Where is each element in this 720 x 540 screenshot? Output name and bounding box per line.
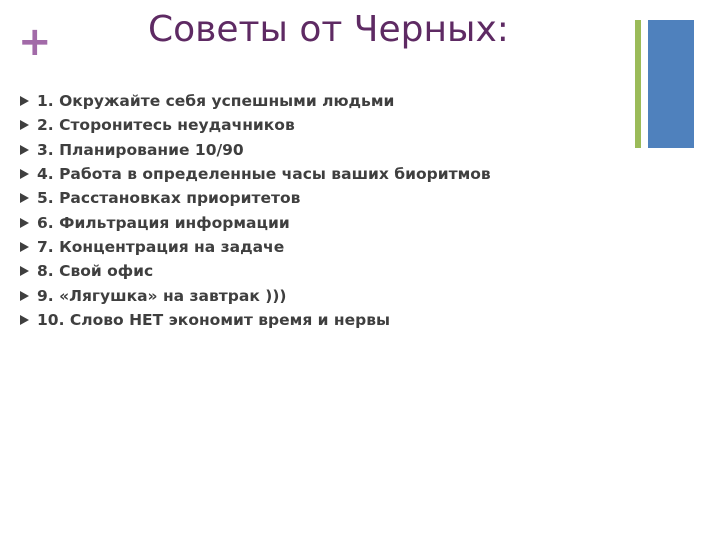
tip-text: 3. Планирование 10/90 — [37, 140, 244, 159]
triangle-bullet-icon — [20, 315, 29, 325]
triangle-bullet-icon — [20, 169, 29, 179]
list-item — [20, 89, 491, 113]
triangle-bullet-icon — [20, 120, 29, 130]
list-item — [20, 162, 491, 186]
blue-accent-bar — [648, 20, 694, 148]
tip-text: 1. Окружайте себя успешными людьми — [37, 92, 395, 111]
triangle-bullet-icon — [20, 242, 29, 252]
list-item — [20, 235, 491, 259]
green-accent-bar — [635, 20, 641, 148]
tip-text: 4. Работа в определенные часы ваших биоритмов — [37, 165, 491, 184]
triangle-bullet-icon — [20, 218, 29, 228]
triangle-bullet-icon — [20, 193, 29, 203]
triangle-bullet-icon — [20, 96, 29, 106]
tip-text: 5. Расстановках приоритетов — [37, 189, 301, 208]
tip-text: 10. Слово НЕТ экономит время и нервы — [37, 310, 391, 329]
triangle-bullet-icon — [20, 291, 29, 301]
triangle-bullet-icon — [20, 145, 29, 155]
slide-title: Советы от Черных: — [148, 9, 509, 50]
list-item — [20, 283, 491, 307]
tip-text: 9. «Лягушка» на завтрак ))) — [37, 286, 287, 305]
plus-icon: + — [18, 19, 52, 65]
list-item — [20, 186, 491, 210]
triangle-bullet-icon — [20, 266, 29, 276]
tip-text: 7. Концентрация на задаче — [37, 237, 285, 256]
tip-text: 6. Фильтрация информации — [37, 213, 290, 232]
list-item — [20, 259, 491, 283]
tip-text: 8. Свой офис — [37, 262, 154, 281]
list-item — [20, 308, 491, 332]
list-item — [20, 113, 491, 137]
tip-text: 2. Сторонитесь неудачников — [37, 116, 295, 135]
list-item — [20, 210, 491, 234]
list-item — [20, 138, 491, 162]
tips-list — [20, 89, 491, 332]
